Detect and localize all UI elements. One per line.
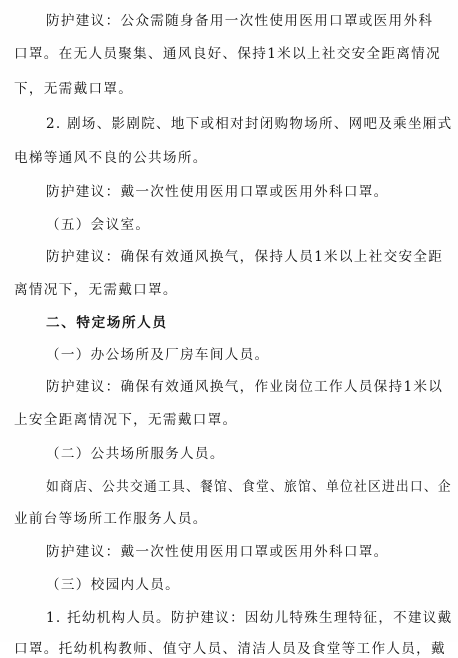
section-heading: （三）校园内人员。 <box>46 577 181 593</box>
text-line: 电梯等通风不良的公共场所。 <box>14 150 208 166</box>
section-heading: （二）公共场所服务人员。 <box>46 446 225 462</box>
text-line: 口罩。托幼机构教师、值守人员、清洁人员及食堂等工作人员，戴 <box>14 641 446 657</box>
text-line: 1. 托幼机构人员。防护建议：因幼儿特殊生理特征，不建议戴 <box>46 610 453 626</box>
text-line: 防护建议：确保有效通风换气，保持人员1米以上社交安全距 <box>46 249 444 265</box>
text-line: 上安全距离情况下，无需戴口罩。 <box>14 412 238 428</box>
text-line: 如商店、公共交通工具、餐馆、食堂、旅馆、单位社区进出口、企 <box>46 479 452 495</box>
text-line: 防护建议：确保有效通风换气，作业岗位工作人员保持1米以 <box>46 379 444 395</box>
section-title: 二、特定场所人员 <box>46 315 168 331</box>
text-line: 防护建议：戴一次性使用医用口罩或医用外科口罩。 <box>46 544 389 560</box>
text-line: 口罩。在无人员聚集、通风良好、保持1米以上社交安全距离情况 <box>14 46 441 62</box>
text-line: 离情况下，无需戴口罩。 <box>14 282 178 298</box>
section-heading: （五）会议室。 <box>46 217 151 233</box>
text-line: 业前台等场所工作服务人员。 <box>14 511 208 527</box>
text-line: 防护建议：戴一次性使用医用口罩或医用外科口罩。 <box>46 184 389 200</box>
text-line: 2. 剧场、影剧院、地下或相对封闭购物场所、网吧及乘坐厢式 <box>46 116 453 132</box>
section-heading: （一）办公场所及厂房车间人员。 <box>46 347 270 363</box>
text-line: 防护建议：公众需随身备用一次性使用医用口罩或医用外科 <box>46 13 434 29</box>
text-line: 下，无需戴口罩。 <box>14 81 134 97</box>
